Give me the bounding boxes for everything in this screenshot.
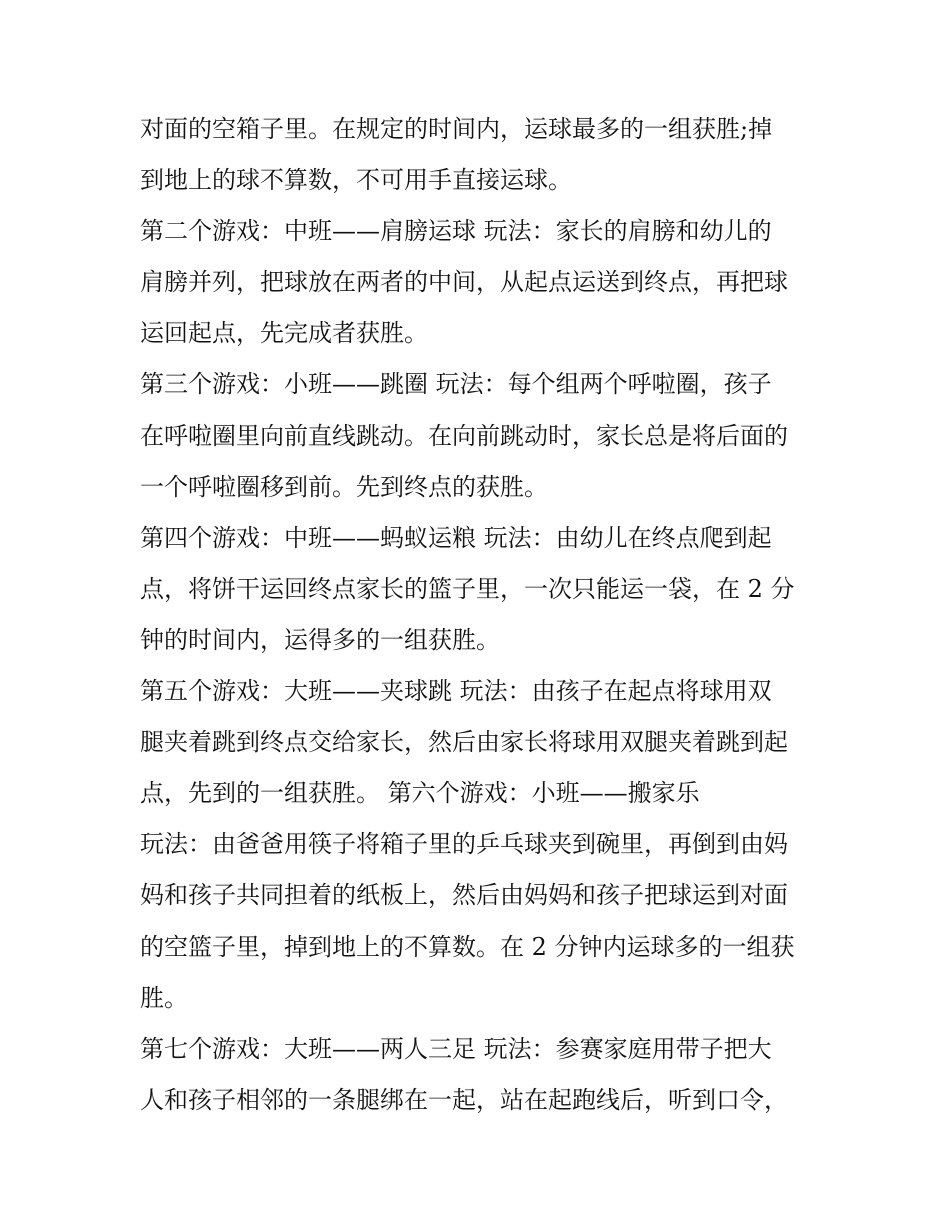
text-line: 第四个游戏：中班——蚂蚁运粮 玩法：由幼儿在终点爬到起 [140,523,772,552]
body-text [140,104,830,1126]
text-line: 钟的时间内，运得多的一组获胜。 [140,625,500,654]
text-line: 点，将饼干运回终点家长的篮子里，一次只能运一袋，在 2 分 [140,574,795,603]
text-line: 在呼啦圈里向前直线跳动。在向前跳动时，家长总是将后面的 [140,421,788,450]
text-line: 肩膀并列，把球放在两者的中间，从起点运送到终点，再把球 [140,268,788,297]
text-line: 腿夹着跳到终点交给家长，然后由家长将球用双腿夹着跳到起 [140,728,788,757]
text-line: 对面的空箱子里。在规定的时间内，运球最多的一组获胜;掉 [140,115,773,143]
text-line: 胜。 [140,983,188,1012]
text-line: 的空篮子里，掉到地上的不算数。在 2 分钟内运球多的一组获 [140,932,795,961]
text-line: 运回起点，先完成者获胜。 [140,319,428,348]
text-line: 第五个游戏：大班——夹球跳 玩法：由孩子在起点将球用双 [140,677,772,706]
text-line: 第三个游戏：小班——跳圈 玩法：每个组两个呼啦圈，孩子 [140,370,772,399]
text-line: 人和孩子相邻的一条腿绑在一起，站在起跑线后，听到口令， [140,1085,788,1114]
text-line: 妈和孩子共同担着的纸板上，然后由妈妈和孩子把球运到对面 [140,881,788,910]
text-line: 点，先到的一组获胜。 第六个游戏：小班——搬家乐 [140,779,700,808]
text-line: 第二个游戏：中班——肩膀运球 玩法：家长的肩膀和幼儿的 [140,217,772,246]
text-line: 到地上的球不算数，不可用手直接运球。 [140,166,572,195]
text-line: 玩法：由爸爸用筷子将箱子里的乒乓球夹到碗里，再倒到由妈 [140,830,788,859]
text-line: 一个呼啦圈移到前。先到终点的获胜。 [140,472,548,501]
text-line: 第七个游戏：大班——两人三足 玩法：参赛家庭用带子把大 [140,1034,772,1063]
